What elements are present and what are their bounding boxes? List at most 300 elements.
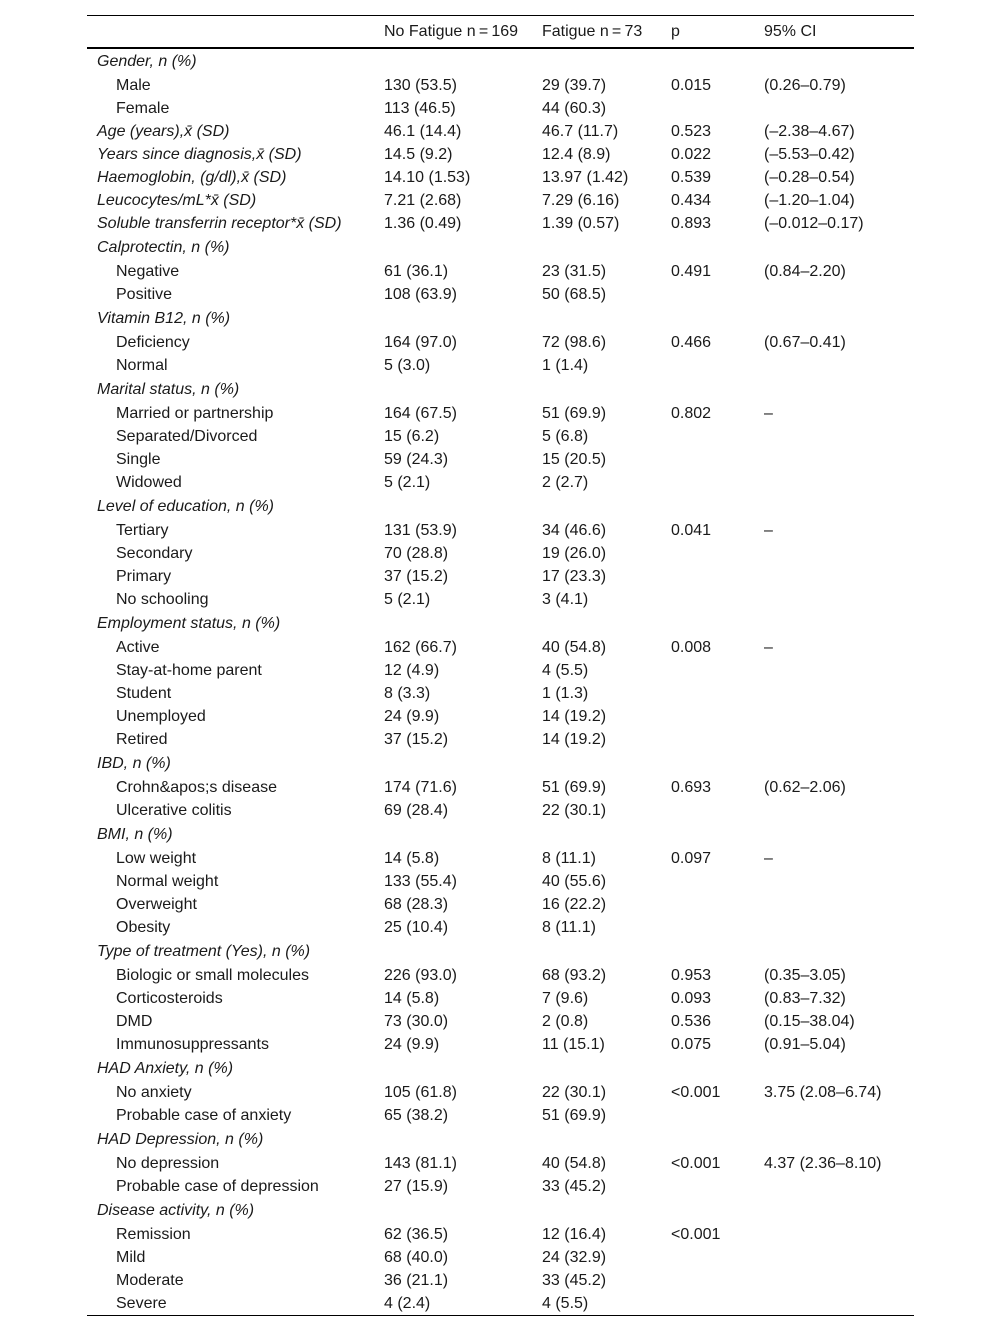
fatigue-cell: 16 (22.2)	[542, 895, 607, 913]
table-row	[87, 331, 914, 354]
group-header-row	[87, 48, 914, 74]
fatigue-cell: 46.7 (11.7)	[542, 122, 619, 140]
table-row	[87, 189, 914, 212]
ci-cell	[764, 611, 914, 636]
fatigue-cell: 40 (54.8)	[542, 1154, 607, 1172]
row-label: Gender, n (%)	[97, 52, 197, 70]
no-fatigue-cell: 164 (97.0)	[384, 333, 457, 351]
no-fatigue-cell: 61 (36.1)	[384, 262, 449, 280]
p-value-cell	[671, 565, 764, 588]
p-value-cell: 0.693	[671, 778, 712, 796]
row-label: Married or partnership	[116, 404, 274, 422]
no-fatigue-cell	[384, 494, 542, 519]
p-value-cell: 0.097	[671, 849, 712, 867]
group-header-row	[87, 939, 914, 964]
fatigue-cell: 7 (9.6)	[542, 989, 589, 1007]
group-header-row	[87, 235, 914, 260]
ci-cell: (0.62–2.06)	[764, 778, 846, 796]
no-fatigue-cell: 5 (2.1)	[384, 590, 431, 608]
row-label: Age (years),x̄ (SD)	[97, 122, 230, 140]
row-label: Unemployed	[116, 707, 206, 725]
no-fatigue-cell: 62 (36.5)	[384, 1225, 449, 1243]
fatigue-cell: 11 (15.1)	[542, 1035, 605, 1053]
no-fatigue-cell: 113 (46.5)	[384, 99, 456, 117]
no-fatigue-cell: 36 (21.1)	[384, 1271, 449, 1289]
p-value-cell	[671, 283, 764, 306]
p-value-cell	[671, 1198, 764, 1223]
fatigue-cell: 5 (6.8)	[542, 427, 589, 445]
row-label: Stay-at-home parent	[116, 661, 262, 679]
row-label: Positive	[116, 285, 173, 303]
ci-cell	[764, 751, 914, 776]
no-fatigue-cell	[384, 235, 542, 260]
fatigue-cell	[542, 48, 671, 74]
row-label: HAD Depression, n (%)	[97, 1130, 264, 1148]
table-row	[87, 1269, 914, 1292]
no-fatigue-cell: 162 (66.7)	[384, 638, 457, 656]
row-label: Vitamin B12, n (%)	[97, 309, 231, 327]
p-value-cell	[671, 1175, 764, 1198]
group-header-row	[87, 1198, 914, 1223]
ci-cell	[764, 799, 914, 822]
table-body	[87, 48, 914, 1316]
table-row	[87, 776, 914, 799]
p-value-cell: <0.001	[671, 1083, 721, 1101]
table-row	[87, 1010, 914, 1033]
p-value-cell: 0.041	[671, 521, 712, 539]
fatigue-cell: 12.4 (8.9)	[542, 145, 611, 163]
fatigue-cell: 68 (93.2)	[542, 966, 607, 984]
p-value-cell	[671, 870, 764, 893]
no-fatigue-cell: 59 (24.3)	[384, 450, 449, 468]
group-header-row	[87, 494, 914, 519]
row-label: Widowed	[116, 473, 182, 491]
fatigue-cell: 14 (19.2)	[542, 707, 607, 725]
no-fatigue-cell: 4 (2.4)	[384, 1294, 431, 1312]
table-row	[87, 74, 914, 97]
ci-cell	[764, 1198, 914, 1223]
ci-cell: (0.15–38.04)	[764, 1012, 855, 1030]
no-fatigue-cell: 164 (67.5)	[384, 404, 457, 422]
row-label: Disease activity, n (%)	[97, 1201, 255, 1219]
no-fatigue-cell	[384, 939, 542, 964]
p-value-cell: 0.802	[671, 404, 712, 422]
fatigue-cell: 1 (1.3)	[542, 684, 589, 702]
ci-cell: (–0.012–0.17)	[764, 214, 864, 232]
row-label: Single	[116, 450, 161, 468]
fatigue-cell: 14 (19.2)	[542, 730, 607, 748]
row-label: No depression	[116, 1154, 220, 1172]
ci-cell	[764, 1056, 914, 1081]
row-label: IBD, n (%)	[97, 754, 171, 772]
fatigue-cell	[542, 1198, 671, 1223]
ci-cell	[764, 494, 914, 519]
ci-cell	[764, 1246, 914, 1269]
p-value-cell: 0.008	[671, 638, 712, 656]
p-value-cell	[671, 659, 764, 682]
ci-cell	[764, 705, 914, 728]
p-value-cell	[671, 916, 764, 939]
p-value-cell: 0.523	[671, 122, 712, 140]
group-header-row	[87, 1056, 914, 1081]
group-header-row	[87, 751, 914, 776]
row-label: Leucocytes/mL*x̄ (SD)	[97, 191, 257, 209]
ci-cell	[764, 939, 914, 964]
fatigue-cell: 24 (32.9)	[542, 1248, 607, 1266]
row-label: Student	[116, 684, 172, 702]
p-value-cell	[671, 751, 764, 776]
p-value-cell	[671, 235, 764, 260]
table-row	[87, 354, 914, 377]
p-value-cell	[671, 799, 764, 822]
fatigue-comparison-table	[87, 15, 914, 1316]
table-row	[87, 1223, 914, 1246]
no-fatigue-cell	[384, 377, 542, 402]
p-value-cell	[671, 494, 764, 519]
p-value-cell	[671, 306, 764, 331]
fatigue-cell: 4 (5.5)	[542, 661, 589, 679]
fatigue-cell	[542, 939, 671, 964]
ci-cell: (–5.53–0.42)	[764, 145, 855, 163]
p-value-cell: 0.539	[671, 168, 712, 186]
fatigue-cell	[542, 822, 671, 847]
fatigue-cell: 72 (98.6)	[542, 333, 607, 351]
ci-cell	[764, 1223, 914, 1246]
fatigue-cell: 51 (69.9)	[542, 1106, 607, 1124]
no-fatigue-cell: 5 (3.0)	[384, 356, 431, 374]
no-fatigue-cell: 12 (4.9)	[384, 661, 440, 679]
ci-cell: (0.26–0.79)	[764, 76, 846, 94]
ci-cell	[764, 1175, 914, 1198]
fatigue-cell: 51 (69.9)	[542, 778, 607, 796]
fatigue-cell	[542, 306, 671, 331]
ci-cell: (0.35–3.05)	[764, 966, 846, 984]
p-value-cell	[671, 377, 764, 402]
ci-cell: –	[764, 521, 773, 539]
row-label: Moderate	[116, 1271, 184, 1289]
row-label: Ulcerative colitis	[116, 801, 232, 819]
fatigue-cell: 17 (23.3)	[542, 567, 607, 585]
ci-cell	[764, 354, 914, 377]
row-label: Years since diagnosis,x̄ (SD)	[97, 145, 302, 163]
ci-cell: 3.75 (2.08–6.74)	[764, 1083, 882, 1101]
no-fatigue-cell	[384, 306, 542, 331]
row-label: Crohn&apos;s disease	[116, 778, 277, 796]
p-value-cell	[671, 822, 764, 847]
ci-cell: –	[764, 638, 773, 656]
fatigue-cell: 33 (45.2)	[542, 1271, 607, 1289]
p-value-cell	[671, 425, 764, 448]
table-header	[87, 16, 914, 49]
p-value-cell	[671, 588, 764, 611]
row-label: Low weight	[116, 849, 197, 867]
ci-cell	[764, 1104, 914, 1127]
table-row	[87, 870, 914, 893]
table-row	[87, 542, 914, 565]
fatigue-cell: 13.97 (1.42)	[542, 168, 629, 186]
ci-cell	[764, 659, 914, 682]
no-fatigue-cell	[384, 48, 542, 74]
ci-cell	[764, 97, 914, 120]
p-value-cell	[671, 893, 764, 916]
fatigue-cell	[542, 751, 671, 776]
row-label: Probable case of anxiety	[116, 1106, 292, 1124]
ci-cell	[764, 728, 914, 751]
table-row	[87, 588, 914, 611]
p-value-cell: 0.434	[671, 191, 712, 209]
row-label: HAD Anxiety, n (%)	[97, 1059, 234, 1077]
fatigue-cell: 1 (1.4)	[542, 356, 589, 374]
no-fatigue-cell	[384, 751, 542, 776]
table-row	[87, 964, 914, 987]
header-fatigue: Fatigue n = 73	[542, 16, 671, 49]
p-value-cell	[671, 611, 764, 636]
ci-cell: (–0.28–0.54)	[764, 168, 855, 186]
ci-cell: (0.83–7.32)	[764, 989, 846, 1007]
fatigue-cell: 8 (11.1)	[542, 849, 596, 867]
table-row	[87, 728, 914, 751]
no-fatigue-cell: 14.5 (9.2)	[384, 145, 453, 163]
group-header-row	[87, 377, 914, 402]
row-label: Soluble transferrin receptor*x̄ (SD)	[97, 214, 342, 232]
ci-cell	[764, 1292, 914, 1316]
p-value-cell: 0.491	[671, 262, 712, 280]
data-table-container	[87, 15, 914, 1316]
row-label: Obesity	[116, 918, 171, 936]
p-value-cell	[671, 48, 764, 74]
table-row	[87, 448, 914, 471]
no-fatigue-cell: 65 (38.2)	[384, 1106, 449, 1124]
no-fatigue-cell: 27 (15.9)	[384, 1177, 449, 1195]
table-row	[87, 916, 914, 939]
fatigue-cell: 15 (20.5)	[542, 450, 607, 468]
group-header-row	[87, 306, 914, 331]
table-row	[87, 97, 914, 120]
table-row	[87, 1081, 914, 1104]
fatigue-cell: 1.39 (0.57)	[542, 214, 620, 232]
fatigue-cell: 40 (54.8)	[542, 638, 607, 656]
ci-cell: –	[764, 404, 773, 422]
ci-cell: (–2.38–4.67)	[764, 122, 855, 140]
no-fatigue-cell: 68 (28.3)	[384, 895, 449, 913]
p-value-cell: 0.022	[671, 145, 712, 163]
row-label: Remission	[116, 1225, 191, 1243]
ci-cell	[764, 822, 914, 847]
fatigue-cell: 51 (69.9)	[542, 404, 607, 422]
row-label: Retired	[116, 730, 168, 748]
ci-cell	[764, 48, 914, 74]
no-fatigue-cell: 37 (15.2)	[384, 730, 449, 748]
fatigue-cell	[542, 235, 671, 260]
fatigue-cell	[542, 494, 671, 519]
table-row	[87, 636, 914, 659]
p-value-cell	[671, 448, 764, 471]
row-label: Negative	[116, 262, 180, 280]
p-value-cell	[671, 354, 764, 377]
fatigue-cell	[542, 1127, 671, 1152]
row-label: No anxiety	[116, 1083, 192, 1101]
row-label: Haemoglobin, (g/dl),x̄ (SD)	[97, 168, 287, 186]
row-label: Separated/Divorced	[116, 427, 258, 445]
row-label: Active	[116, 638, 160, 656]
p-value-cell: 0.953	[671, 966, 712, 984]
ci-cell	[764, 870, 914, 893]
table-row	[87, 893, 914, 916]
ci-cell	[764, 588, 914, 611]
fatigue-cell: 22 (30.1)	[542, 801, 607, 819]
no-fatigue-cell: 143 (81.1)	[384, 1154, 457, 1172]
ci-cell	[764, 893, 914, 916]
ci-cell	[764, 377, 914, 402]
ci-cell	[764, 916, 914, 939]
table-row	[87, 1292, 914, 1316]
no-fatigue-cell: 24 (9.9)	[384, 1035, 440, 1053]
ci-cell	[764, 425, 914, 448]
fatigue-cell: 3 (4.1)	[542, 590, 589, 608]
header-no-fatigue: No Fatigue n = 169	[384, 16, 542, 49]
ci-cell	[764, 283, 914, 306]
table-row	[87, 565, 914, 588]
row-label: No schooling	[116, 590, 209, 608]
table-row	[87, 471, 914, 494]
table-row	[87, 799, 914, 822]
p-value-cell	[671, 97, 764, 120]
row-label: Female	[116, 99, 170, 117]
header-row	[87, 16, 914, 49]
p-value-cell	[671, 471, 764, 494]
no-fatigue-cell	[384, 1056, 542, 1081]
table-row	[87, 260, 914, 283]
ci-cell	[764, 235, 914, 260]
p-value-cell: 0.536	[671, 1012, 712, 1030]
fatigue-cell	[542, 611, 671, 636]
no-fatigue-cell: 14 (5.8)	[384, 989, 440, 1007]
no-fatigue-cell	[384, 611, 542, 636]
row-label: DMD	[116, 1012, 153, 1030]
table-row	[87, 1246, 914, 1269]
group-header-row	[87, 1127, 914, 1152]
table-row	[87, 682, 914, 705]
p-value-cell	[671, 1246, 764, 1269]
no-fatigue-cell: 25 (10.4)	[384, 918, 449, 936]
row-label: Calprotectin, n (%)	[97, 238, 230, 256]
row-label: Employment status, n (%)	[97, 614, 281, 632]
no-fatigue-cell: 46.1 (14.4)	[384, 122, 462, 140]
p-value-cell	[671, 1056, 764, 1081]
ci-cell: 4.37 (2.36–8.10)	[764, 1154, 882, 1172]
no-fatigue-cell	[384, 1198, 542, 1223]
fatigue-cell: 22 (30.1)	[542, 1083, 607, 1101]
table-row	[87, 705, 914, 728]
no-fatigue-cell: 131 (53.9)	[384, 521, 457, 539]
row-label: Deficiency	[116, 333, 190, 351]
row-label: Probable case of depression	[116, 1177, 319, 1195]
fatigue-cell: 44 (60.3)	[542, 99, 607, 117]
p-value-cell: 0.093	[671, 989, 712, 1007]
fatigue-cell	[542, 1056, 671, 1081]
no-fatigue-cell: 174 (71.6)	[384, 778, 457, 796]
fatigue-cell: 29 (39.7)	[542, 76, 607, 94]
header-variable	[87, 16, 384, 49]
table-row	[87, 1175, 914, 1198]
ci-cell: (0.84–2.20)	[764, 262, 846, 280]
fatigue-cell: 8 (11.1)	[542, 918, 596, 936]
no-fatigue-cell: 37 (15.2)	[384, 567, 449, 585]
group-header-row	[87, 822, 914, 847]
ci-cell: –	[764, 849, 773, 867]
row-label: Primary	[116, 567, 172, 585]
row-label: BMI, n (%)	[97, 825, 173, 843]
row-label: Immunosuppressants	[116, 1035, 269, 1053]
fatigue-cell: 2 (2.7)	[542, 473, 589, 491]
fatigue-cell	[542, 377, 671, 402]
no-fatigue-cell: 14.10 (1.53)	[384, 168, 471, 186]
ci-cell: (0.91–5.04)	[764, 1035, 846, 1053]
no-fatigue-cell: 15 (6.2)	[384, 427, 440, 445]
no-fatigue-cell: 14 (5.8)	[384, 849, 440, 867]
row-label: Normal	[116, 356, 168, 374]
no-fatigue-cell: 24 (9.9)	[384, 707, 440, 725]
fatigue-cell: 23 (31.5)	[542, 262, 607, 280]
row-label: Secondary	[116, 544, 193, 562]
table-row	[87, 425, 914, 448]
table-row	[87, 283, 914, 306]
no-fatigue-cell: 69 (28.4)	[384, 801, 449, 819]
p-value-cell	[671, 1127, 764, 1152]
ci-cell	[764, 471, 914, 494]
no-fatigue-cell: 70 (28.8)	[384, 544, 449, 562]
no-fatigue-cell: 73 (30.0)	[384, 1012, 449, 1030]
p-value-cell	[671, 1269, 764, 1292]
p-value-cell: <0.001	[671, 1225, 721, 1243]
ci-cell	[764, 682, 914, 705]
fatigue-cell: 7.29 (6.16)	[542, 191, 620, 209]
row-label: Mild	[116, 1248, 146, 1266]
ci-cell: (0.67–0.41)	[764, 333, 846, 351]
table-row	[87, 519, 914, 542]
table-row	[87, 143, 914, 166]
p-value-cell	[671, 542, 764, 565]
fatigue-cell: 19 (26.0)	[542, 544, 607, 562]
table-row	[87, 1033, 914, 1056]
fatigue-cell: 34 (46.6)	[542, 521, 607, 539]
fatigue-cell: 2 (0.8)	[542, 1012, 589, 1030]
fatigue-cell: 40 (55.6)	[542, 872, 607, 890]
p-value-cell	[671, 1292, 764, 1316]
no-fatigue-cell: 8 (3.3)	[384, 684, 431, 702]
ci-cell	[764, 1127, 914, 1152]
ci-cell	[764, 448, 914, 471]
ci-cell	[764, 542, 914, 565]
p-value-cell: 0.015	[671, 76, 712, 94]
row-label: Overweight	[116, 895, 197, 913]
no-fatigue-cell	[384, 1127, 542, 1152]
table-row	[87, 1104, 914, 1127]
no-fatigue-cell: 5 (2.1)	[384, 473, 431, 491]
ci-cell	[764, 1269, 914, 1292]
p-value-cell	[671, 705, 764, 728]
fatigue-cell: 50 (68.5)	[542, 285, 607, 303]
table-row	[87, 847, 914, 870]
table-row	[87, 1152, 914, 1175]
table-row	[87, 987, 914, 1010]
no-fatigue-cell: 7.21 (2.68)	[384, 191, 462, 209]
ci-cell	[764, 306, 914, 331]
ci-cell	[764, 565, 914, 588]
row-label: Tertiary	[116, 521, 169, 539]
row-label: Male	[116, 76, 151, 94]
p-value-cell: <0.001	[671, 1154, 721, 1172]
